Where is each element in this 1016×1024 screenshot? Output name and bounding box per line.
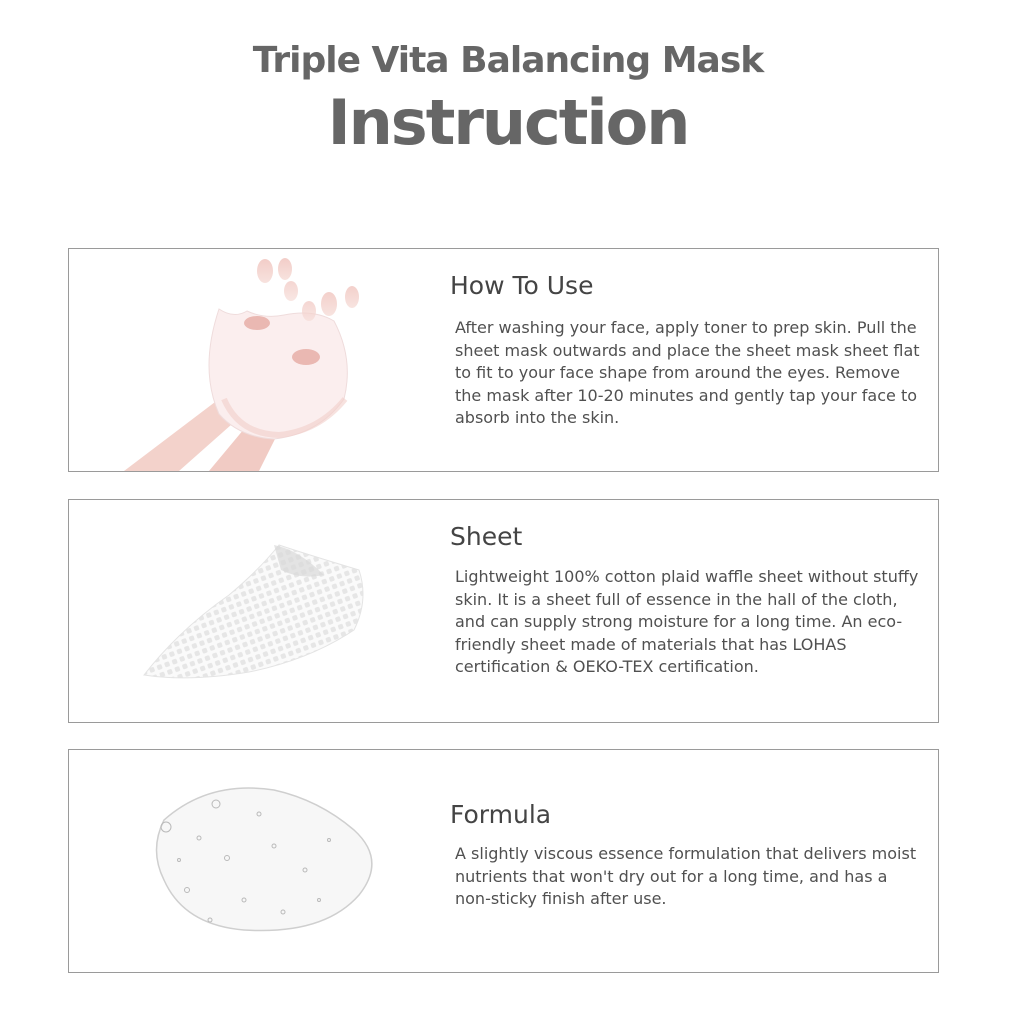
how-to-use-heading: How To Use (450, 271, 594, 300)
sheet-body: Lightweight 100% cotton plaid waffle sheet without stuffy skin. It is a sheet full of essence in the hall of the cloth, and can supply strong moisture for a long time. An eco-friendly sheet made of materials that has LOHAS certification & OEKO-TEX certification. (455, 567, 919, 677)
essence-gel-swatch-image (69, 750, 409, 972)
formula-heading: Formula (450, 800, 552, 829)
hands-holding-sheet-mask-image (69, 249, 409, 471)
page-title: Instruction (327, 86, 689, 159)
sheet-card (68, 499, 939, 723)
formula-card (68, 749, 939, 973)
how-to-use-card (68, 248, 939, 472)
how-to-use-body: After washing your face, apply toner to prep skin. Pull the sheet mask outwards and place the sheet mask sheet flat to fit to your face shape from around the eyes. Remove the mask after 10-20 minutes and gently tap your face to absorb into the skin. (455, 318, 920, 428)
product-name: Triple Vita Balancing Mask (252, 40, 764, 81)
formula-body: A slightly viscous essence formulation that delivers moist nutrients that won't dry out for a long time, and has a non-sticky finish after use. (455, 844, 917, 909)
waffle-cotton-sheet-image (69, 500, 409, 722)
sheet-heading: Sheet (450, 522, 523, 551)
